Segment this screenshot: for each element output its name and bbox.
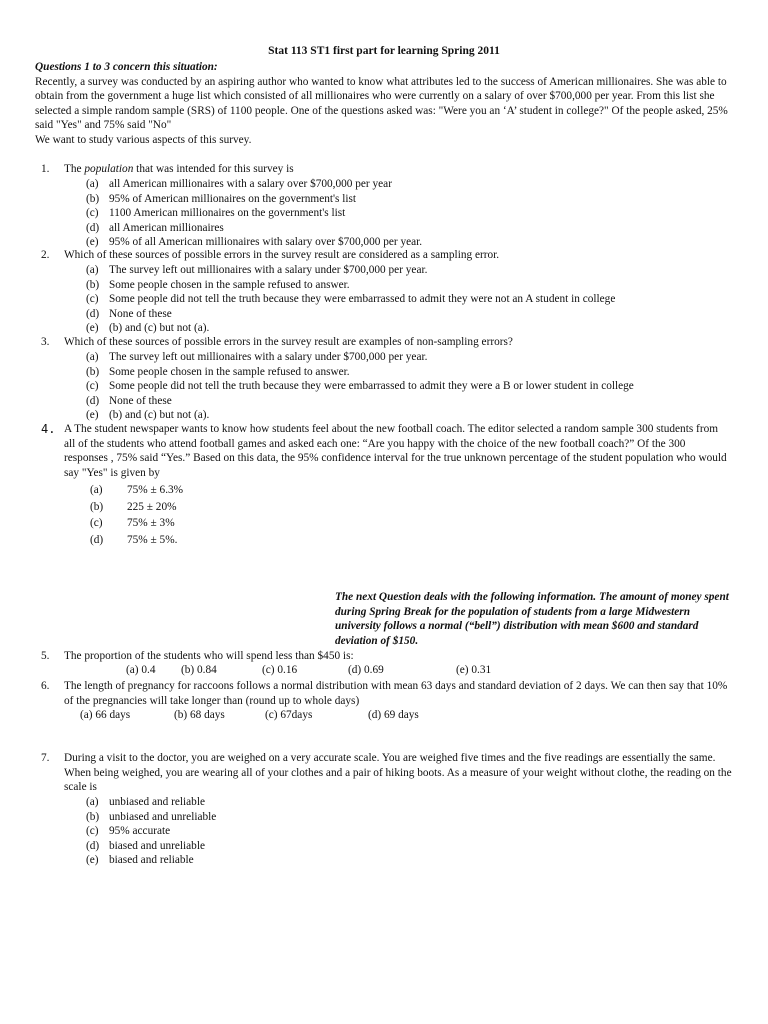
options-list xyxy=(90,483,183,549)
option: (e) (b) and (c) but not (a). xyxy=(86,409,210,421)
question-5-info: The next Question deals with the following information. The amount of money spent during Spring Break for the population of students from a large Midwestern university follows a normal (“bell”) distribution with mean $600 and standard deviation of $150. xyxy=(335,591,729,647)
option: (d) 0.69 xyxy=(348,664,384,676)
option: (b) 225 ± 20% xyxy=(90,500,177,513)
option: (c) Some people did not tell the truth because they were embarrassed to admit they were not an A student in college xyxy=(86,293,616,305)
option: (d) None of these xyxy=(86,394,172,407)
population-term: population xyxy=(84,163,134,175)
option: (e) 95% of all American millionaires with salary over $700,000 per year. xyxy=(86,236,423,248)
question-number: 4. xyxy=(41,422,56,436)
intro-paragraph-2: We want to study various aspects of this survey. xyxy=(35,133,252,146)
question-text: During a visit to the doctor, you are weighed on a very accurate scale. You are weighed five times and the five readings are essentially the same. When being weighed, you are wearing all of your clothes and a pair of hiking boots. As a measure of your weight without clothe, the reading on the scale is xyxy=(64,752,732,794)
option: (d) 75% ± 5%. xyxy=(90,533,178,546)
question-text: The length of pregnancy for raccoons follows a normal distribution with mean 63 days and standard deviation of 2 days. We can then say that 10% of the pregnancies will take longer than (round up to whole days) xyxy=(64,680,728,707)
options-list xyxy=(86,263,615,336)
intro-paragraph: Recently, a survey was conducted by an aspiring author who wanted to know what attributes led to the success of American millionaires. She was able to obtain from the government a huge list which consisted of all millionaires who were currently on a salary of over $700,000 per year. From this list she selected a simple random sample (SRS) of 1100 people. One of the questions asked was: "Were you an ‘A’ student in college?" Of the people asked, 25% said "Yes" and 75% said "No" xyxy=(35,75,728,132)
intro-section xyxy=(35,60,745,148)
option: (d) 69 days xyxy=(368,709,419,721)
option: (e) 0.31 xyxy=(456,664,492,676)
intro-heading: Questions 1 to 3 concern this situation: xyxy=(35,61,218,73)
option: (a) 0.4 xyxy=(126,664,156,676)
option: (e) (b) and (c) but not (a). xyxy=(86,322,210,334)
option: (a) all American millionaires with a salary over $700,000 per year xyxy=(86,178,392,190)
question-text: The proportion of the students who will spend less than $450 is: xyxy=(64,650,354,662)
option: (d) None of these xyxy=(86,307,172,320)
question-number: 2. xyxy=(41,249,50,261)
option: (d) all American millionaires xyxy=(86,221,224,234)
question-text: The population that was intended for this survey is xyxy=(64,163,294,175)
option: (a) 66 days xyxy=(80,709,131,721)
option: (c) 95% accurate xyxy=(86,825,171,837)
option: (b) 95% of American millionaires on the government's list xyxy=(86,192,357,205)
option: (a) unbiased and reliable xyxy=(86,796,205,808)
option: (c) 67days xyxy=(265,709,313,721)
option: (b) Some people chosen in the sample refused to answer. xyxy=(86,365,350,378)
question-text: A The student newspaper wants to know how students feel about the new football coach. The editor selected a random sample 300 students from all of the students who attend football games and asked each one: “Are you happy with the choice of the new football coach?” Of the 300 responses , 75% said “Yes.” Based on this data, the 95% confidence interval for the true unknown percentage of the student population who would say "Yes" is given by xyxy=(64,423,727,479)
question-number: 5. xyxy=(41,650,50,662)
question-number: 3. xyxy=(41,336,50,348)
option: (b) Some people chosen in the sample refused to answer. xyxy=(86,278,350,291)
options-list xyxy=(86,795,216,868)
question-number: 1. xyxy=(41,163,50,175)
options-list xyxy=(86,350,634,423)
question-text: Which of these sources of possible errors in the survey result are considered as a sampling error. xyxy=(64,249,500,261)
option: (a) 75% ± 6.3% xyxy=(90,484,184,496)
page-title: Stat 113 ST1 first part for learning Spring 2011 xyxy=(268,45,500,57)
question-text: Which of these sources of possible errors in the survey result are examples of non-sampling errors? xyxy=(64,336,513,348)
option: (c) Some people did not tell the truth because they were embarrassed to admit they were a B or lower student in college xyxy=(86,380,634,392)
option: (b) unbiased and unreliable xyxy=(86,810,217,823)
question-number: 7. xyxy=(41,752,50,764)
option: (d) biased and unreliable xyxy=(86,839,205,852)
option: (c) 0.16 xyxy=(262,664,298,676)
question-number: 6. xyxy=(41,680,50,692)
option: (a) The survey left out millionaires with a salary under $700,000 per year. xyxy=(86,351,428,363)
option: (a) The survey left out millionaires with a salary under $700,000 per year. xyxy=(86,264,428,276)
option: (b) 0.84 xyxy=(181,664,217,676)
option: (b) 68 days xyxy=(174,709,225,721)
option: (c) 75% ± 3% xyxy=(90,517,175,529)
options-list xyxy=(86,177,422,250)
option: (c) 1100 American millionaires on the government's list xyxy=(86,207,346,219)
option: (e) biased and reliable xyxy=(86,854,194,866)
